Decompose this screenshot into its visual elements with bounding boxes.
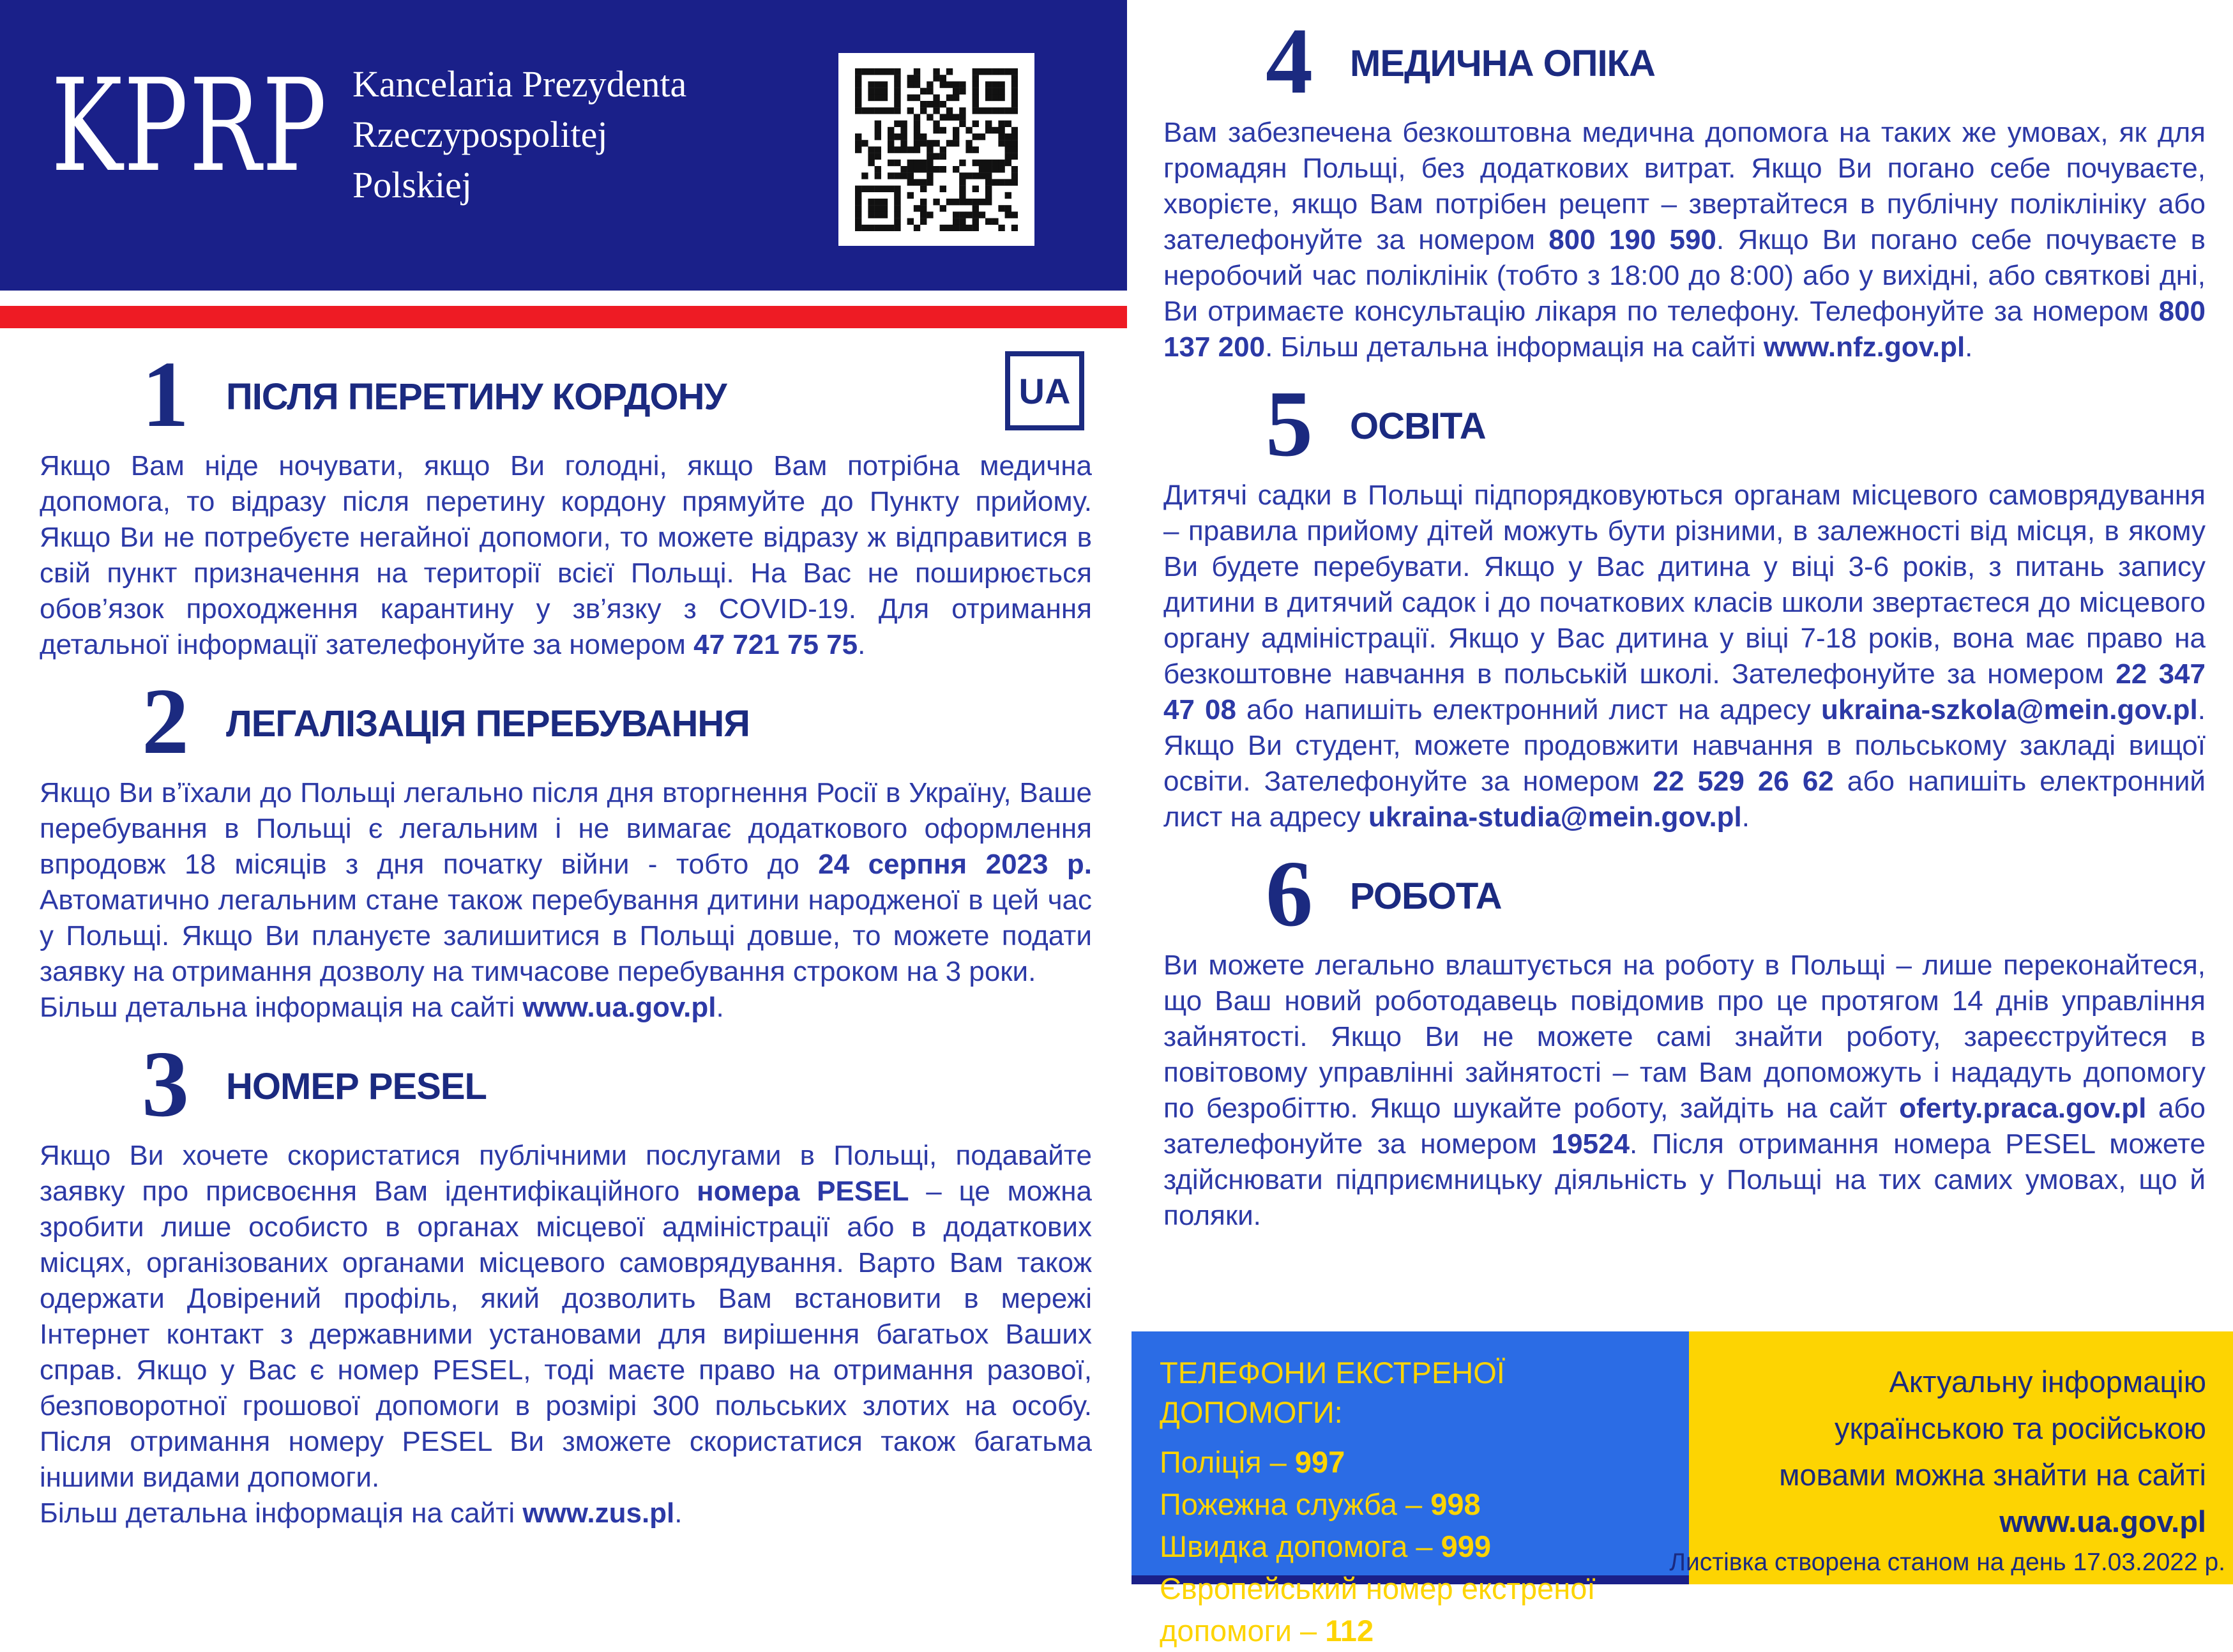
section-heading: [1163, 372, 2206, 476]
emergency-box-title: ТЕЛЕФОНИ ЕКСТРЕНОЇ ДОПОМОГИ:: [1160, 1356, 1505, 1429]
leaflet-date-footnote: Листівка створена станом на день 17.03.2022 р.: [1669, 1549, 2225, 1576]
section-number: 5: [1266, 372, 1313, 476]
left-column: [40, 342, 1092, 1545]
org-name-line: Polskiej: [352, 164, 472, 206]
info-box-text: [1708, 1358, 2206, 1545]
emergency-line: Поліція – 997: [1160, 1445, 1345, 1479]
ua-language-badge: UA: [1005, 351, 1084, 430]
bold-text: 999: [1441, 1529, 1492, 1563]
bold-text: 22 529 26 62: [1653, 766, 1834, 797]
qr-code: [838, 53, 1034, 246]
bold-text: ukraina-szkola@mein.gov.pl: [1820, 694, 2198, 725]
section-3: [40, 1032, 1092, 1531]
section-heading: [40, 342, 1092, 447]
bold-text: www.ua.gov.pl: [522, 992, 716, 1023]
bold-text: www.ua.gov.pl: [1999, 1504, 2206, 1538]
section-paragraph: Більш детальна інформація на сайті www.ua.gov.pl.: [40, 992, 724, 1023]
section-1: [40, 342, 1092, 663]
bold-text: 22 347 47 08: [1163, 658, 2206, 725]
section-title: НОМЕР PESEL: [226, 1065, 487, 1107]
section-paragraph: Ви можете легально влаштується на роботу в Польщі – лише переконайтеся, що Ваш новий роботодавець повідомив про це протягом 14 днів управління зайнятості. Якщо Ви не можете самі знайти роботу, зареєструйтеся в повітовому управлінні зайнятості – там Вам допоможуть і нададуть допомогу по безробіттю. Якщо шукайте роботу, зайдіть на сайт oferty.praca.gov.pl або зателефонуйте за номером 19524. Після отримання номера PESEL можете здійснювати підприємницьку діяльність у Польщі на тих самих умовах, що й поляки.: [1163, 950, 2206, 1231]
section-paragraph: Якщо Ви хочете скористатися публічними послугами в Польщі, подавайте заявку про присвоєння Вам ідентифікаційного номера PESEL – це можна зробити лише особисто в органах місцевої адміністрації або в додаткових місцях, організованих органами місцевого самоврядування. Варто Вам також одержати Довірений профіль, який дозволить Вам встановити в мережі Інтернет контакт з державними установами для вирішення багатьох Ваших справ. Якщо у Вас є номер PESEL, тоді маєте право на отримання разової, безповоротної грошової допомоги в розмірі 300 польських злотих на особу. Після отримання номеру PESEL Ви зможете скористатися також багатьма іншими видами допомоги.: [40, 1140, 1092, 1493]
section-5: [1163, 372, 2206, 835]
masthead: [0, 0, 1127, 291]
emergency-phones-box: [1132, 1331, 1689, 1648]
section-2: [40, 669, 1092, 1026]
bold-text: 47 721 75 75: [693, 629, 858, 660]
bold-text: oferty.praca.gov.pl: [1899, 1093, 2147, 1124]
section-title: РОБОТА: [1350, 875, 1502, 917]
emergency-line: Швидка допомога – 999: [1160, 1529, 1492, 1563]
section-title: ОСВІТА: [1350, 405, 1486, 447]
section-number: 6: [1266, 842, 1313, 946]
emergency-line: Пожежна служба – 998: [1160, 1487, 1481, 1521]
section-paragraph: Якщо Ви в’їхали до Польщі легально після дня вторгнення Росії в Україну, Ваше перебування в Польщі є легальним і не вимагає додаткового оформлення впродовж 18 місяців з дня початку війни - тобто до 24 серпня 2023 р. Автоматично легальним стане також перебування дитини народженої в цей час у Польщі. Якщо Ви плануєте залишитися в Польщі довше, то можете подати заявку на отримання дозволу на тимчасове перебування строком на 3 роки.: [40, 777, 1092, 987]
section-title: ПІСЛЯ ПЕРЕТИНУ КОРДОНУ: [226, 375, 727, 418]
section-number: 3: [142, 1032, 189, 1137]
section-paragraph: Вам забезпечена безкоштовна медична допомога на таких же умовах, як для громадян Польщі, без додаткових витрат. Якщо Ви погано себе почуваєте, хворієте, якщо Вам потрібен рецепт – звертайтеся в публічну поліклініку або зателефонуйте за номером 800 190 590. Якщо Ви погано себе почуваєте в неробочий час поліклінік (тобто з 18:00 до 8:00) або у вихідні, або святкові дні, Ви отримаєте консультацію лікаря по телефону. Телефонуйте за номером 800 137 200. Більш детальна інформація на сайті www.nfz.gov.pl.: [1163, 117, 2206, 363]
right-column: [1163, 9, 2206, 1248]
section-4: [1163, 9, 2206, 365]
bold-text: ukraina-studia@mein.gov.pl: [1368, 801, 1742, 833]
info-line: Актуальну інформацію: [1889, 1365, 2206, 1398]
section-heading: [40, 669, 1092, 774]
bold-text: номера PESEL: [697, 1176, 909, 1207]
section-paragraph: Дитячі садки в Польщі підпорядковуються органам місцевого самоврядування – правила прийому дітей можуть бути різними, в залежності від місця, в якому Ви будете перебувати. Якщо у Вас дитина у віці 3-6 років, з питань запису дитини в дитячий садок і до початкових класів школи звертаєтеся до місцевого органу адміністрації. Якщо у Вас дитина у віці 7-18 років, вона має право на безкоштовне навчання в польській школі. Зателефонуйте за номером 22 347 47 08 або напишіть електронний лист на адресу ukraina-szkola@mein.gov.pl. Якщо Ви студент, можете продовжити навчання в польському закладі вищої освіти. Зателефонуйте за номером 22 529 26 62 або напишіть електронний лист на адресу ukraina-studia@mein.gov.pl.: [1163, 480, 2206, 833]
emergency-phone-list: [1160, 1441, 1661, 1652]
bold-text: 112: [1325, 1614, 1374, 1648]
section-paragraph: Якщо Вам ніде ночувати, якщо Ви голодні, якщо Вам потрібна медична допомога, то відразу після перетину кордону прямуйте до Пункту прийому. Якщо Ви не потребуєте негайної допомоги, то можете відразу ж відправитися в свій пункт призначення на території всієї Польщі. На Вас не поширюється обов’язок проходження карантину у зв’язку з COVID-19. Для отримання детальної інформації зателефонуйте за номером 47 721 75 75.: [40, 450, 1092, 660]
bold-text: 800 137 200: [1163, 296, 2206, 363]
bold-text: 998: [1430, 1487, 1481, 1521]
section-title: ЛЕГАЛІЗАЦІЯ ПЕРЕБУВАННЯ: [226, 702, 750, 745]
section-number: 2: [142, 669, 189, 774]
bold-text: www.zus.pl: [522, 1497, 675, 1529]
flag-red-stripe: [0, 306, 1127, 328]
emergency-line: Європейський номер екстреної допомоги – 112: [1160, 1572, 1596, 1648]
section-number: 1: [142, 342, 189, 447]
section-heading: [1163, 842, 2206, 946]
section-heading: [40, 1032, 1092, 1137]
section-number: 4: [1266, 9, 1313, 114]
bold-text: 19524: [1551, 1128, 1630, 1160]
bold-text: 24 серпня 2023 р.: [818, 849, 1092, 880]
org-name-line: Rzeczypospolitej: [352, 114, 608, 155]
info-line: [1708, 1498, 2206, 1545]
bold-text: www.nfz.gov.pl: [1763, 331, 1965, 363]
qr-code-pattern: [855, 68, 1018, 231]
info-line: українською та російською: [1834, 1411, 2206, 1445]
section-paragraph: Більш детальна інформація на сайті www.zus.pl.: [40, 1497, 683, 1529]
info-box: [1669, 1331, 2233, 1584]
section-title: МЕДИЧНА ОПІКА: [1350, 42, 1655, 84]
org-name: [352, 59, 686, 210]
org-name-line: Kancelaria Prezydenta: [352, 63, 687, 105]
info-line: мовами можна знайти на сайті: [1779, 1458, 2206, 1492]
bold-text: 800 190 590: [1548, 224, 1716, 255]
bold-text: 997: [1294, 1445, 1345, 1479]
section-6: [1163, 842, 2206, 1234]
section-heading: [1163, 9, 2206, 114]
kprp-logo: KPRP: [51, 52, 328, 201]
